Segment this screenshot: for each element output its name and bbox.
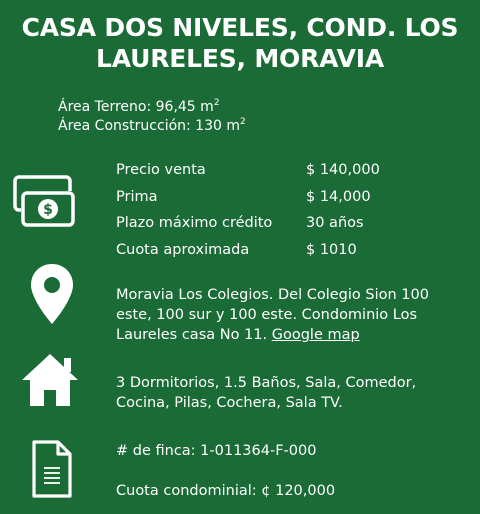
price-value: $ 140,000: [306, 162, 380, 179]
price-value: 30 años: [306, 215, 364, 232]
price-table: [116, 157, 446, 263]
price-label: Cuota aproximada: [116, 241, 250, 258]
price-row: [116, 157, 446, 184]
svg-text:$: $: [43, 202, 53, 218]
price-row: [116, 237, 446, 264]
location-pin-icon: [28, 262, 76, 328]
area-construccion: Área Construcción: 130 $m^2$: [58, 117, 246, 134]
price-row: [116, 210, 446, 237]
finca-number: # de finca: 1-011364-F-000: [116, 443, 317, 459]
price-label: Prima: [116, 188, 158, 205]
title-line-2: LAURELES, MORAVIA: [96, 44, 384, 73]
features-text: 3 Dormitorios, 1.5 Baños, Sala, Comedor, Cocina, Pilas, Cochera, Sala TV.: [116, 375, 417, 411]
location-text: [116, 285, 461, 345]
price-label: Precio venta: [116, 162, 206, 179]
google-map-link[interactable]: Google map: [271, 327, 360, 343]
document-icon: [30, 440, 74, 500]
price-row: [116, 184, 446, 211]
house-icon: [20, 352, 80, 408]
location-description: Moravia Los Colegios. Del Colegio Sion 100 este, 100 sur y 100 este. Condominio Los Laureles casa No 11.: [116, 287, 429, 343]
page-title: [0, 12, 480, 74]
title-line-1: CASA DOS NIVELES, COND. LOS: [21, 13, 459, 42]
area-terreno: Área Terreno: 96,45 $m^2$: [58, 98, 220, 115]
cuota-condominial: Cuota condominial: ¢ 120,000: [116, 483, 336, 499]
price-value: $ 14,000: [306, 188, 371, 205]
area-info: [58, 98, 246, 136]
price-label: Plazo máximo crédito: [116, 215, 273, 232]
price-value: $ 1010: [306, 241, 357, 258]
money-bills-icon: [12, 172, 76, 230]
